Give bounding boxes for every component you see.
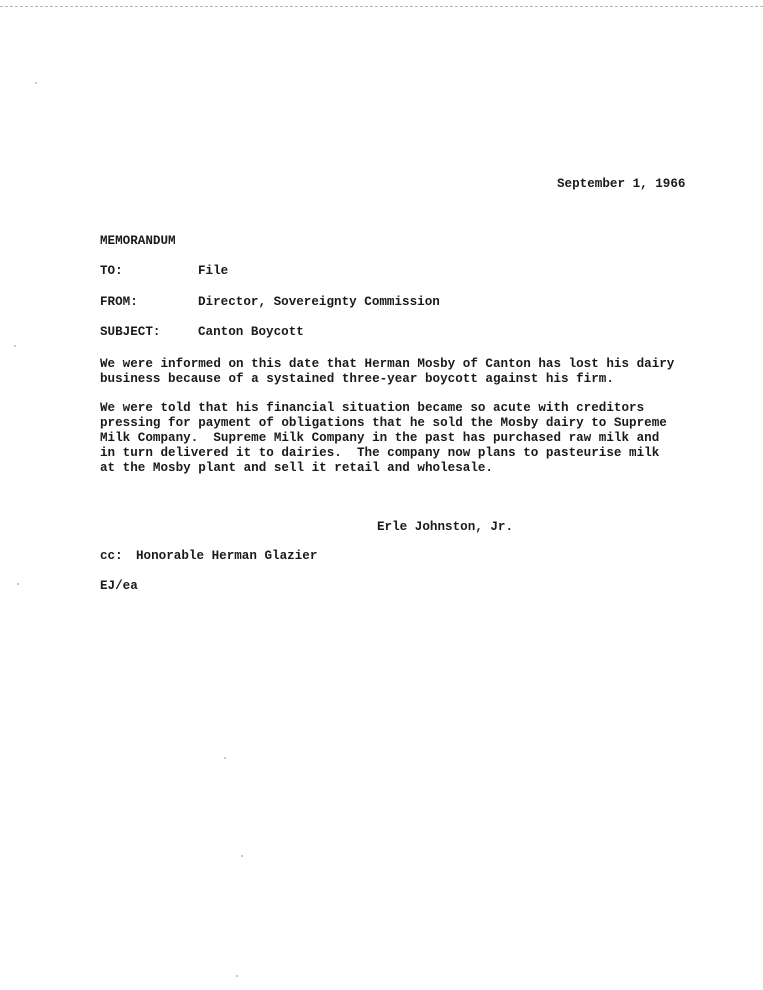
paragraph-line: at the Mosby plant and sell it retail and wholesale. <box>100 461 493 475</box>
cc-label: cc: <box>100 549 123 563</box>
from-value: Director, Sovereignty Commission <box>198 295 440 309</box>
memo-heading: MEMORANDUM <box>100 234 176 248</box>
from-label: FROM: <box>100 295 138 309</box>
paragraph-line: business because of a systained three-year boycott against his firm. <box>100 372 614 386</box>
paragraph-line: pressing for payment of obligations that he sold the Mosby dairy to Supreme <box>100 416 667 430</box>
scan-speck <box>35 82 37 84</box>
subject-value: Canton Boycott <box>198 325 304 339</box>
paragraph-line: We were told that his financial situation became so acute with creditors <box>100 401 645 415</box>
scan-speck <box>241 855 243 857</box>
scan-speck <box>17 583 19 585</box>
paragraph-line: in turn delivered it to dairies. The company now plans to pasteurise milk <box>100 446 660 460</box>
scan-speck <box>224 757 226 759</box>
paragraph-line: We were informed on this date that Herman Mosby of Canton has lost his dairy <box>100 357 675 371</box>
to-value: File <box>198 264 229 278</box>
subject-label: SUBJECT: <box>100 325 161 339</box>
cc-recipient: Honorable Herman Glazier <box>136 549 318 563</box>
to-label: TO: <box>100 264 123 278</box>
body-paragraph-2 <box>100 401 667 476</box>
signature-name: Erle Johnston, Jr. <box>377 520 514 534</box>
page-top-edge <box>0 0 763 7</box>
typist-initials: EJ/ea <box>100 579 138 593</box>
body-paragraph-1 <box>100 357 674 387</box>
memo-date: September 1, 1966 <box>557 177 686 191</box>
scan-speck <box>14 345 16 347</box>
paragraph-line: Milk Company. Supreme Milk Company in the past has purchased raw milk and <box>100 431 660 445</box>
scan-speck <box>236 975 238 977</box>
